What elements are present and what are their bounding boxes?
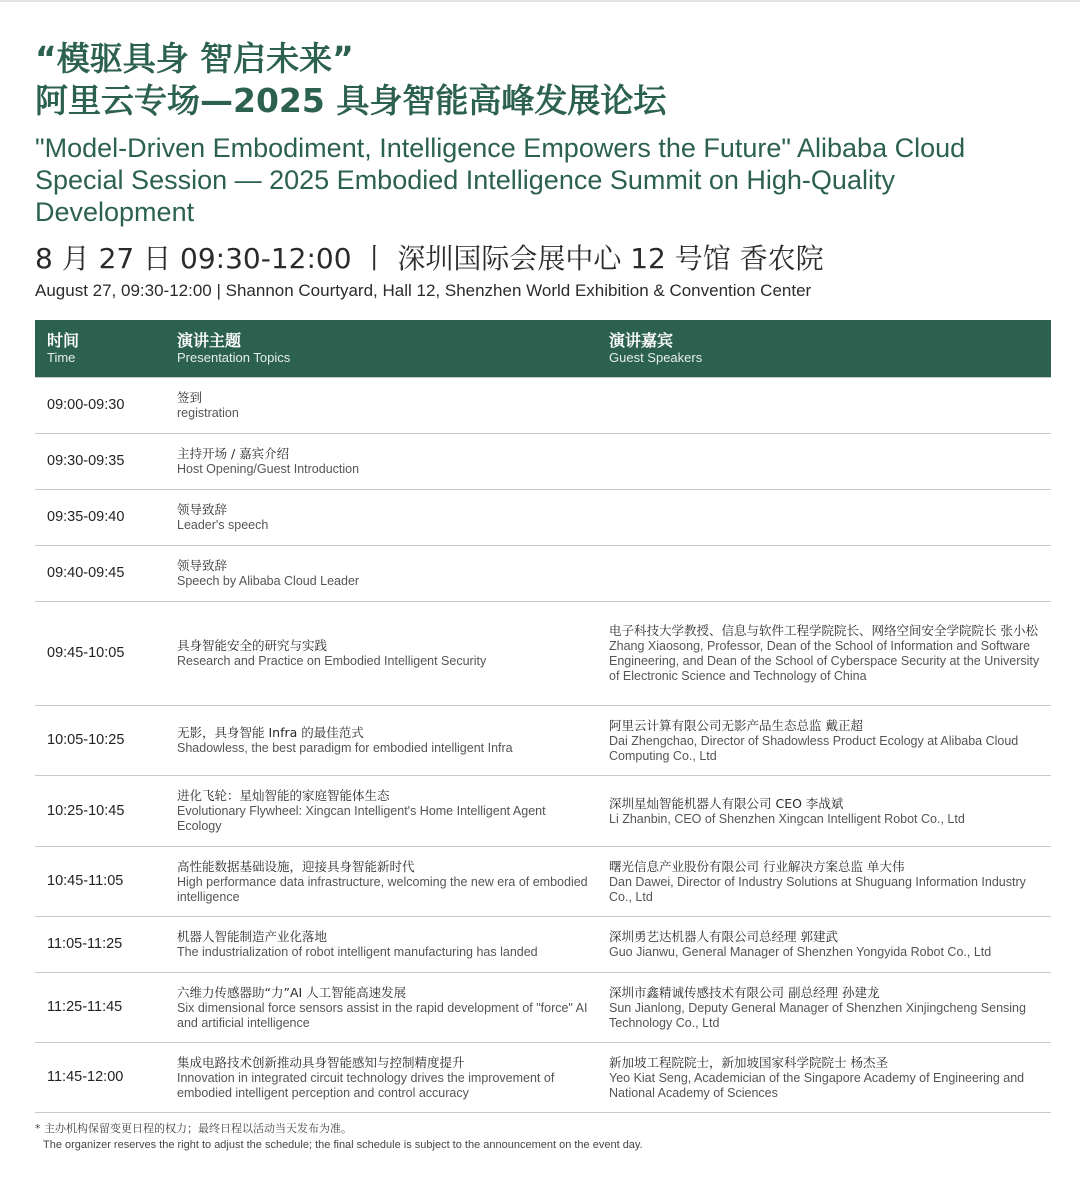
table-row bbox=[35, 775, 1051, 846]
topic-en: Leader's speech bbox=[177, 518, 269, 532]
speaker-cn: 电子科技大学教授、信息与软件工程学院院长、网络空间安全学院院长 张小松 bbox=[609, 623, 1038, 638]
row-time: 09:30-09:35 bbox=[35, 433, 177, 489]
topic-cn: 具身智能安全的研究与实践 bbox=[177, 638, 328, 653]
topic-cn: 领导致辞 bbox=[177, 502, 228, 517]
row-speaker bbox=[609, 489, 1051, 545]
speaker-cn: 深圳星灿智能机器人有限公司 CEO 李战斌 bbox=[609, 795, 844, 811]
row-time: 09:40-09:45 bbox=[35, 545, 177, 601]
speaker-cn: 新加坡工程院院士，新加坡国家科学院院士 杨杰圣 bbox=[609, 1054, 888, 1070]
speaker-en: Yeo Kiat Seng, Academician of the Singapore Academy of Engineering and National Academy of Sciences bbox=[609, 1070, 1025, 1100]
header-time bbox=[35, 320, 177, 377]
row-speaker bbox=[609, 972, 1051, 1042]
header-time-en: Time bbox=[47, 350, 76, 366]
row-topic bbox=[177, 433, 609, 489]
topic-cn: 签到 bbox=[177, 390, 203, 405]
row-speaker bbox=[609, 775, 1051, 846]
row-topic bbox=[177, 972, 609, 1042]
row-time: 11:25-11:45 bbox=[35, 972, 177, 1042]
topic-cn: 无影，具身智能 Infra 的最佳范式 bbox=[177, 725, 364, 740]
row-time: 10:45-11:05 bbox=[35, 846, 177, 916]
topic-en: Research and Practice on Embodied Intelligent Security bbox=[177, 654, 487, 668]
header-topic-en: Presentation Topics bbox=[177, 350, 291, 366]
row-topic bbox=[177, 1042, 609, 1112]
topic-cn: 集成电路技术创新推动具身智能感知与控制精度提升 bbox=[177, 1054, 465, 1070]
speaker-en: Li Zhanbin, CEO of Shenzhen Xingcan Intelligent Robot Co., Ltd bbox=[609, 811, 965, 826]
speaker-cn: 深圳勇艺达机器人有限公司总经理 郭建武 bbox=[609, 929, 838, 944]
row-speaker bbox=[609, 433, 1051, 489]
topic-cn: 机器人智能制造产业化落地 bbox=[177, 929, 328, 944]
table-row bbox=[35, 705, 1051, 775]
topic-en: The industrialization of robot intelligent manufacturing has landed bbox=[177, 945, 538, 959]
topic-en: Host Opening/Guest Introduction bbox=[177, 462, 360, 476]
row-speaker bbox=[609, 1042, 1051, 1112]
footnote bbox=[35, 1121, 1045, 1153]
header-topic bbox=[177, 320, 609, 377]
table-row bbox=[35, 916, 1051, 972]
title-en: "Model-Driven Embodiment, Intelligence Empowers the Future" Alibaba Cloud Special Session — 2025 Embodied Intelligence Summit on High-Quality Development bbox=[35, 133, 966, 227]
row-time: 10:25-10:45 bbox=[35, 775, 177, 846]
speaker-en: Zhang Xiaosong, Professor, Dean of the School of Information and Software Engineering, and Dean of the School of Cyberspace Security at the University of Electronic Science and Technology of China bbox=[609, 639, 1040, 683]
title-cn-line2: 阿里云专场—2025 具身智能高峰发展论坛 bbox=[35, 81, 667, 120]
speaker-cn: 深圳市鑫精诚传感技术有限公司 副总经理 孙建龙 bbox=[609, 984, 880, 1000]
table-row bbox=[35, 601, 1051, 705]
row-time: 11:05-11:25 bbox=[35, 916, 177, 972]
header-topic-cn: 演讲主题 bbox=[177, 331, 242, 351]
speaker-en: Guo Jianwu, General Manager of Shenzhen Yongyida Robot Co., Ltd bbox=[609, 945, 992, 959]
table-row bbox=[35, 545, 1051, 601]
header-speaker-cn: 演讲嘉宾 bbox=[609, 331, 674, 351]
table-row bbox=[35, 433, 1051, 489]
topic-cn: 领导致辞 bbox=[177, 558, 228, 573]
row-time: 11:45-12:00 bbox=[35, 1042, 177, 1112]
title-cn-line1: “模驱具身 智启未来” bbox=[35, 39, 354, 78]
date-location-cn: 8 月 27 日 09:30-12:00 丨 深圳国际会展中心 12 号馆 香农院 bbox=[35, 242, 824, 275]
row-speaker bbox=[609, 705, 1051, 775]
speaker-en: Dai Zhengchao, Director of Shadowless Product Ecology at Alibaba Cloud Computing Co., Ltd bbox=[609, 733, 1019, 763]
header-speaker-en: Guest Speakers bbox=[609, 350, 703, 366]
row-speaker bbox=[609, 846, 1051, 916]
row-topic bbox=[177, 705, 609, 775]
table-header-row bbox=[35, 320, 1051, 377]
row-topic bbox=[177, 545, 609, 601]
topic-en: High performance data infrastructure, welcoming the new era of embodied intelligence bbox=[177, 874, 588, 904]
row-speaker bbox=[609, 601, 1051, 705]
header-time-cn: 时间 bbox=[47, 331, 80, 351]
topic-en: Innovation in integrated circuit technology drives the improvement of embodied intelligent perception and control accuracy bbox=[177, 1070, 555, 1100]
row-time: 09:35-09:40 bbox=[35, 489, 177, 545]
footnote-cn: * 主办机构保留变更日程的权力；最终日程以活动当天发布为准。 bbox=[35, 1122, 352, 1135]
date-location-en: August 27, 09:30-12:00 | Shannon Courtyard, Hall 12, Shenzhen World Exhibition & Convention Center bbox=[35, 281, 812, 300]
row-speaker bbox=[609, 916, 1051, 972]
speaker-en: Dan Dawei, Director of Industry Solutions at Shuguang Information Industry Co., Ltd bbox=[609, 874, 1026, 904]
row-topic bbox=[177, 916, 609, 972]
topic-cn: 主持开场 / 嘉宾介绍 bbox=[177, 446, 290, 461]
topic-en: Shadowless, the best paradigm for embodied intelligent Infra bbox=[177, 741, 513, 755]
topic-cn: 进化飞轮：星灿智能的家庭智能体生态 bbox=[177, 788, 390, 803]
topic-cn: 六维力传感器助“力”AI 人工智能高速发展 bbox=[177, 984, 407, 1000]
topic-en: Evolutionary Flywheel: Xingcan Intelligent's Home Intelligent Agent Ecology bbox=[177, 804, 546, 833]
header-speaker bbox=[609, 320, 1051, 377]
page-header bbox=[35, 38, 1045, 302]
topic-cn: 高性能数据基础设施，迎接具身智能新时代 bbox=[177, 858, 415, 874]
row-time: 10:05-10:25 bbox=[35, 705, 177, 775]
schedule-table bbox=[35, 320, 1051, 1113]
topic-en: Speech by Alibaba Cloud Leader bbox=[177, 574, 360, 588]
row-time: 09:00-09:30 bbox=[35, 377, 177, 433]
speaker-cn: 阿里云计算有限公司无影产品生态总监 戴正超 bbox=[609, 717, 863, 733]
row-topic bbox=[177, 377, 609, 433]
row-speaker bbox=[609, 545, 1051, 601]
row-topic bbox=[177, 846, 609, 916]
table-row bbox=[35, 377, 1051, 433]
table-row bbox=[35, 489, 1051, 545]
top-rule bbox=[0, 0, 1080, 2]
row-topic bbox=[177, 489, 609, 545]
table-row bbox=[35, 846, 1051, 916]
row-topic bbox=[177, 775, 609, 846]
topic-en: registration bbox=[177, 406, 239, 420]
row-topic bbox=[177, 601, 609, 705]
row-speaker bbox=[609, 377, 1051, 433]
row-time: 09:45-10:05 bbox=[35, 601, 177, 705]
speaker-cn: 曙光信息产业股份有限公司 行业解决方案总监 单大伟 bbox=[609, 858, 905, 874]
footnote-en: The organizer reserves the right to adjust the schedule; the final schedule is subject to the announcement on the event day. bbox=[43, 1139, 643, 1151]
topic-en: Six dimensional force sensors assist in the rapid development of "force" AI and artificial intelligence bbox=[177, 1000, 588, 1030]
table-row bbox=[35, 1042, 1051, 1112]
speaker-en: Sun Jianlong, Deputy General Manager of Shenzhen Xinjingcheng Sensing Technology Co., Ltd bbox=[609, 1000, 1026, 1030]
table-row bbox=[35, 972, 1051, 1042]
